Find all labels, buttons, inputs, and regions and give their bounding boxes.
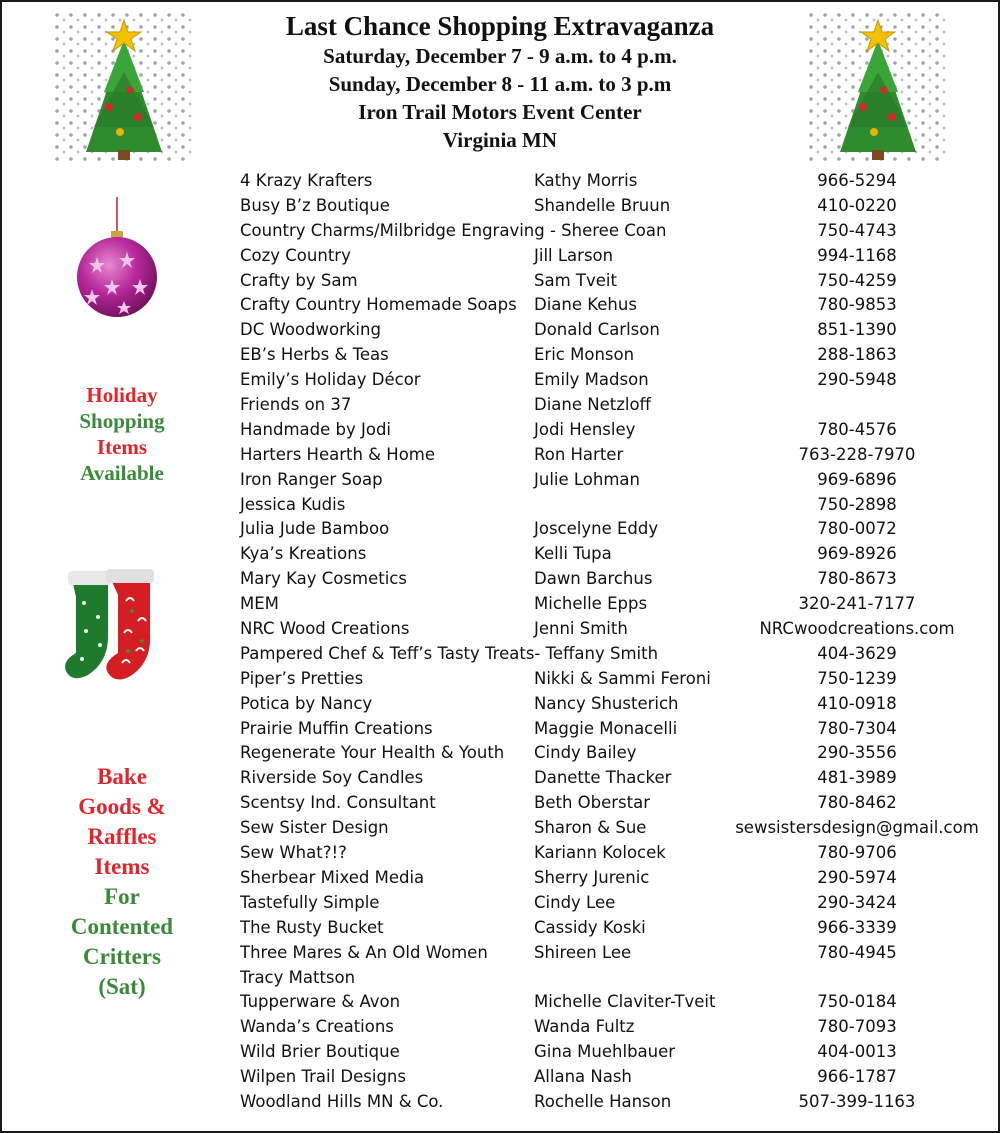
vendor-name: Julia Jude Bamboo — [240, 519, 390, 539]
vendor-row — [240, 1065, 980, 1090]
vendor-row — [240, 244, 980, 269]
vendor-contact: Nikki & Sammi Feroni — [534, 668, 711, 688]
vendor-phone: 320-241-7177 — [798, 594, 916, 614]
vendor-row — [240, 1015, 980, 1040]
vendor-phone: 966-3339 — [817, 917, 897, 937]
vendor-name: Country Charms/Milbridge Engraving - Sheree Coan — [240, 220, 667, 240]
sunday-hours: Sunday, December 8 - 11 a.m. to 3 p.m — [328, 72, 672, 96]
vendor-contact: Beth Oberstar — [534, 793, 650, 813]
vendor-phone: 750-4259 — [817, 270, 897, 290]
saturday-hours: Saturday, December 7 - 9 a.m. to 4 p.m. — [323, 44, 677, 68]
vendor-name: Jessica Kudis — [240, 494, 346, 514]
vendor-row — [240, 841, 980, 866]
vendor-phone: 780-8673 — [817, 569, 897, 589]
vendor-name: Woodland Hills MN & Co. — [240, 1091, 444, 1111]
vendor-name: Sherbear Mixed Media — [240, 867, 425, 887]
contented-word: Contented — [70, 914, 174, 939]
vendor-name: Crafty by Sam — [240, 270, 358, 290]
vendor-row — [240, 916, 980, 941]
vendor-phone: 780-0072 — [817, 519, 897, 539]
vendor-phone: 290-5974 — [817, 867, 897, 887]
raffles-word: Raffles — [87, 824, 157, 849]
vendor-name: Cozy Country — [240, 245, 351, 265]
vendor-row — [240, 990, 980, 1015]
vendor-phone: 750-4743 — [817, 220, 897, 240]
vendor-phone: 780-4576 — [817, 419, 897, 439]
vendor-contact: Kelli Tupa — [534, 544, 612, 564]
vendor-phone: 750-2898 — [817, 494, 897, 514]
vendor-contact: Kathy Morris — [534, 171, 638, 190]
vendor-name: Emily’s Holiday Décor — [240, 370, 421, 390]
vendor-row — [240, 468, 980, 493]
vendor-contact: Jodi Hensley — [534, 419, 636, 439]
holiday-shopping-note — [42, 382, 202, 486]
vendor-phone: 750-1239 — [817, 668, 897, 688]
vendor-row — [240, 542, 980, 567]
vendor-phone: 780-7093 — [817, 1017, 897, 1037]
vendor-contact: Emily Madson — [534, 370, 649, 390]
vendor-phone: 404-3629 — [817, 643, 897, 663]
stockings-icon — [62, 567, 172, 687]
vendor-contact: Dawn Barchus — [534, 569, 653, 589]
christmas-tree-icon — [54, 12, 194, 162]
vendor-phone: 763-228-7970 — [798, 444, 916, 464]
vendor-phone: 410-0220 — [817, 195, 897, 215]
event-title: Last Chance Shopping Extravaganza — [285, 11, 715, 41]
vendor-row — [240, 318, 980, 343]
vendor-contact: Jenni Smith — [534, 619, 628, 639]
vendor-phone: 969-6896 — [817, 469, 897, 489]
vendor-row — [240, 169, 980, 194]
vendor-name: Sew Sister Design — [240, 818, 389, 838]
vendor-phone: 780-4945 — [817, 942, 897, 962]
vendor-contact: Ron Harter — [534, 444, 624, 464]
vendor-contact: Donald Carlson — [534, 320, 660, 340]
vendor-contact: Cindy Lee — [534, 892, 616, 912]
holiday-word: Holiday — [86, 383, 158, 407]
items-word: Items — [96, 435, 148, 459]
vendor-contact: Rochelle Hanson — [534, 1091, 672, 1111]
vendor-row — [240, 592, 980, 617]
vendor-phone: 966-5294 — [817, 171, 897, 190]
vendor-phone: 851-1390 — [817, 320, 897, 340]
vendor-phone: 288-1863 — [817, 345, 897, 365]
items-word: Items — [94, 854, 150, 879]
vendor-name: Handmade by Jodi — [240, 419, 392, 439]
vendor-name: Crafty Country Homemade Soaps — [240, 295, 517, 315]
vendor-name: Mary Kay Cosmetics — [240, 569, 407, 589]
vendor-name: Tracy Mattson — [240, 967, 356, 987]
shopping-word: Shopping — [79, 409, 165, 433]
venue-city: Virginia MN — [442, 128, 558, 152]
vendor-phone: 780-9853 — [817, 295, 897, 315]
vendor-name: Kya’s Kreations — [240, 544, 367, 564]
vendor-row — [240, 219, 980, 244]
vendor-row — [240, 293, 980, 318]
available-word: Available — [80, 461, 164, 485]
vendor-row — [240, 567, 980, 592]
vendor-row — [240, 766, 980, 791]
vendor-row — [240, 891, 980, 916]
vendor-row — [240, 443, 980, 468]
vendor-phone: 969-8926 — [817, 544, 897, 564]
vendor-name: Wild Brier Boutique — [240, 1042, 400, 1062]
vendor-phone: 966-1787 — [817, 1067, 897, 1087]
for-word: For — [104, 884, 140, 909]
vendor-contact: Gina Muehlbauer — [534, 1042, 676, 1062]
vendor-name: Tastefully Simple — [240, 892, 380, 912]
vendor-phone: 507-399-1163 — [798, 1091, 916, 1111]
vendor-name: 4 Krazy Krafters — [240, 171, 373, 190]
vendor-contact: Cindy Bailey — [534, 743, 637, 763]
vendor-contact: Shandelle Bruun — [534, 195, 671, 215]
vendor-phone: 404-0013 — [817, 1042, 897, 1062]
vendor-row — [240, 866, 980, 891]
vendor-name: Tupperware & Avon — [240, 992, 401, 1012]
vendor-row — [240, 717, 980, 742]
vendor-row — [240, 667, 980, 692]
vendor-row — [240, 692, 980, 717]
vendor-phone: 994-1168 — [817, 245, 897, 265]
vendor-name: DC Woodworking — [240, 320, 381, 340]
vendor-name: Wanda’s Creations — [240, 1017, 394, 1037]
vendor-row — [240, 393, 980, 418]
critters-word: Critters — [83, 944, 161, 969]
vendor-name: Prairie Muffin Creations — [240, 718, 433, 738]
vendor-contact: Nancy Shusterich — [534, 693, 679, 713]
vendor-contact: Julie Lohman — [534, 469, 640, 489]
vendor-name: Friends on 37 — [240, 395, 352, 415]
vendor-name: Wilpen Trail Designs — [240, 1067, 406, 1087]
vendor-list — [240, 169, 980, 1115]
bake-word: Bake — [97, 764, 147, 789]
vendor-phone: 290-3424 — [817, 892, 897, 912]
vendor-phone: 780-9706 — [817, 843, 897, 863]
vendor-name: Busy B’z Boutique — [240, 195, 390, 215]
vendor-row — [240, 617, 980, 642]
vendor-name: The Rusty Bucket — [240, 917, 384, 937]
vendor-name: Sew What?!? — [240, 843, 347, 863]
vendor-row — [240, 269, 980, 294]
vendor-phone: 780-8462 — [817, 793, 897, 813]
vendor-name: NRC Wood Creations — [240, 619, 410, 639]
vendor-phone: 410-0918 — [817, 693, 897, 713]
vendor-row — [240, 517, 980, 542]
vendor-contact: Michelle Claviter-Tveit — [534, 992, 716, 1012]
vendor-contact: Diane Netzloff — [534, 395, 651, 415]
vendor-phone: 481-3989 — [817, 768, 897, 788]
vendor-row — [240, 343, 980, 368]
goods-word: Goods & — [78, 794, 166, 819]
vendor-contact: Shireen Lee — [534, 942, 632, 962]
vendor-contact: Sam Tveit — [534, 270, 617, 290]
vendor-row — [240, 368, 980, 393]
vendor-contact: Jill Larson — [534, 245, 614, 265]
vendor-row — [240, 966, 980, 991]
vendor-contact: Sherry Jurenic — [534, 867, 650, 887]
vendor-row — [240, 418, 980, 443]
vendor-name: Harters Hearth & Home — [240, 444, 436, 464]
saturday-note: (Sat) — [98, 974, 146, 999]
vendor-row — [240, 741, 980, 766]
vendor-name: Three Mares & An Old Women — [240, 942, 488, 962]
vendor-row — [240, 1040, 980, 1065]
vendor-row — [240, 941, 980, 966]
vendor-name: Piper’s Pretties — [240, 668, 364, 688]
vendor-name: EB’s Herbs & Teas — [240, 345, 389, 365]
vendor-name: MEM — [240, 594, 279, 614]
vendor-name: Potica by Nancy — [240, 693, 373, 713]
vendor-phone: 780-7304 — [817, 718, 897, 738]
vendor-name: Pampered Chef & Teff’s Tasty Treats- Teffany Smith — [240, 643, 659, 663]
vendor-name: Regenerate Your Health & Youth — [240, 743, 505, 763]
vendor-contact: Sharon & Sue — [534, 818, 647, 838]
vendor-row — [240, 194, 980, 219]
vendor-contact: Joscelyne Eddy — [534, 519, 659, 539]
vendor-contact: Wanda Fultz — [534, 1017, 635, 1037]
vendor-contact: Cassidy Koski — [534, 917, 646, 937]
vendor-row — [240, 642, 980, 667]
vendor-phone: 290-5948 — [817, 370, 897, 390]
vendor-row — [240, 816, 980, 841]
vendor-phone: 750-0184 — [817, 992, 897, 1012]
venue-name: Iron Trail Motors Event Center — [358, 100, 642, 124]
ornament-icon — [72, 197, 162, 322]
vendor-name: Iron Ranger Soap — [240, 469, 383, 489]
vendor-phone: 290-3556 — [817, 743, 897, 763]
vendor-website: NRCwoodcreations.com — [759, 619, 955, 639]
vendor-contact: Diane Kehus — [534, 295, 637, 315]
vendor-contact: Kariann Kolocek — [534, 843, 666, 863]
vendor-row — [240, 1090, 980, 1115]
vendor-contact: Maggie Monacelli — [534, 718, 678, 738]
vendor-row — [240, 493, 980, 518]
bake-goods-note — [42, 762, 202, 1002]
vendor-row — [240, 791, 980, 816]
vendor-contact: Eric Monson — [534, 345, 635, 365]
vendor-contact: Michelle Epps — [534, 594, 648, 614]
vendor-contact: Allana Nash — [534, 1067, 632, 1087]
vendor-name: Scentsy Ind. Consultant — [240, 793, 436, 813]
vendor-name: Riverside Soy Candles — [240, 768, 424, 788]
vendor-email: sewsistersdesign@gmail.com — [735, 818, 979, 838]
vendor-contact: Danette Thacker — [534, 768, 672, 788]
christmas-tree-icon — [808, 12, 948, 162]
